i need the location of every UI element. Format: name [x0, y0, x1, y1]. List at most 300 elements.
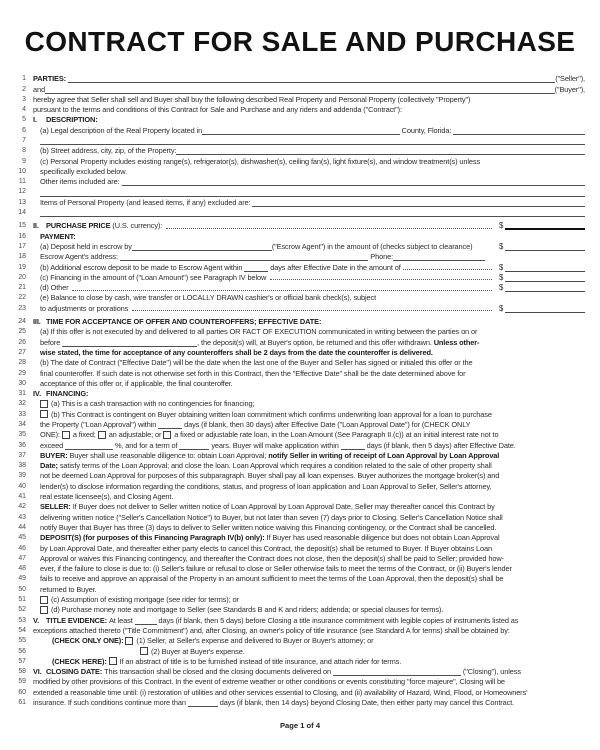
text-segment: (a) Deposit held in escrow by: [40, 241, 132, 251]
line-number: 1: [22, 75, 26, 83]
bold-text-segment: PARTIES:: [33, 74, 68, 84]
line-number: 50: [18, 585, 26, 593]
bold-text-segment: (CHECK ONLY ONE):: [52, 636, 126, 646]
bold-text-segment: PURCHASE PRICE: [46, 221, 113, 231]
checkbox[interactable]: [62, 431, 70, 439]
form-line-31: [0, 389, 600, 399]
line-number: 18: [18, 253, 26, 261]
line-number: 2: [22, 85, 26, 93]
form-line-17: [0, 242, 600, 252]
text-segment: extended a reasonable time until: (i) restoration of utilities and other services essential to Closing, and (ii) availability of Hazard, Wind, Flood, or Homeowners': [33, 687, 528, 697]
amount-blank[interactable]: [505, 264, 585, 272]
text-segment: ("Seller"),: [555, 74, 585, 84]
line-content: [26, 304, 585, 314]
line-number: 7: [22, 136, 26, 144]
line-number: 14: [18, 209, 26, 217]
line-content: [26, 585, 585, 595]
section-numeral: I.: [33, 115, 37, 125]
text-segment: (a) This is a cash transaction with no contingencies for financing;: [51, 399, 255, 409]
form-line-25: [0, 327, 600, 337]
line-content: [26, 293, 585, 303]
line-number: 13: [18, 198, 26, 206]
text-segment: to adjustments or prorations: [40, 303, 131, 313]
checkbox[interactable]: [109, 657, 117, 665]
line-content: [26, 647, 585, 657]
text-segment: modified by other provisions of this Contract. In the event of extreme weather or other conditions or events constituting "force majeure", Closing will be: [33, 677, 505, 687]
line-content: [26, 252, 585, 262]
line-number: 30: [18, 379, 26, 387]
form-line-33: [0, 410, 600, 420]
line-content: [26, 399, 585, 409]
form-line-12: [0, 187, 600, 197]
line-content: [26, 232, 585, 242]
line-content: [26, 262, 585, 272]
form-line-14: [0, 208, 600, 218]
form-line-43: [0, 512, 600, 522]
text-segment: lender(s) to disclose information regarding the conditions, status, and progress of loan application and Loan Approval to Seller, Seller's attorney,: [40, 481, 492, 491]
text-segment: (e) Balance to close by cash, wire transfer or LOCALLY DRAWN cashier's or official bank check(s), subject: [40, 293, 377, 303]
text-segment: (b) This Contract is contingent on Buyer obtaining written loan commitment which confirms underwriting loan approval for a loan to purchase: [51, 409, 492, 419]
line-content: [26, 533, 585, 543]
form-line-46: [0, 543, 600, 553]
line-content: [26, 451, 585, 461]
form-line-51: [0, 595, 600, 605]
blank-field[interactable]: [179, 442, 209, 450]
line-number: 52: [18, 606, 26, 614]
line-content: [26, 146, 585, 156]
dollar-sign: $: [499, 262, 504, 272]
text-segment: ever, if the failure to close is due to: (i) Seller's failure or refusal to close or Seller otherwise fails to meet the terms of the Contract, or (ii) Buyer's lender: [40, 564, 512, 574]
text-segment: (b) Street address, city, zip, of the Property:: [40, 146, 177, 156]
form-line-15: [0, 221, 600, 231]
line-number: 23: [18, 304, 26, 312]
form-line-24: [0, 317, 600, 327]
bold-text-segment: DEPOSIT(S) (for purposes of this Financing Paragraph IV(b) only):: [40, 533, 267, 543]
form-line-40: [0, 482, 600, 492]
text-segment: notify Buyer that Buyer has three (3) days to deliver to Seller written notice waiving this Financing contingency, or the Contract shall be cancelled.: [40, 522, 497, 532]
line-number: 47: [18, 554, 26, 562]
text-segment: Other items included are:: [40, 177, 122, 187]
section-numeral: IV.: [33, 389, 41, 399]
text-segment: exceed: [40, 440, 66, 450]
line-number: 39: [18, 472, 26, 480]
checkbox[interactable]: [140, 647, 148, 655]
section-numeral: VI.: [33, 667, 42, 677]
text-segment: ("Closing"), unless: [460, 667, 521, 677]
line-number: 55: [18, 637, 26, 645]
checkbox[interactable]: [40, 410, 48, 418]
bold-text-segment: CLOSING DATE:: [46, 667, 105, 677]
text-segment: real estate licensee(s), and Closing Agent.: [40, 492, 174, 502]
line-number: 54: [18, 626, 26, 634]
line-content: [26, 221, 585, 231]
blank-field[interactable]: [40, 137, 585, 145]
amount-field[interactable]: [499, 263, 585, 273]
text-segment: acceptance of this offer or, if applicable, the final counteroffer.: [40, 378, 233, 388]
blank-field[interactable]: [62, 339, 197, 347]
line-content: [26, 441, 585, 451]
text-segment: specifically excluded below.: [40, 166, 128, 176]
line-content: [26, 677, 585, 687]
contract-body: [0, 74, 600, 708]
blank-field[interactable]: [252, 199, 585, 207]
form-line-20: [0, 273, 600, 283]
form-line-58: [0, 667, 600, 677]
form-line-5: [0, 115, 600, 125]
dollar-sign: $: [499, 221, 504, 231]
dollar-sign: $: [499, 303, 504, 313]
text-segment: (b) The date of Contract ("Effective Date") will be the date when the last one of the Buyer and Seller has signed or initialed this offer or the: [40, 358, 473, 368]
line-content: [26, 523, 585, 533]
blank-field[interactable]: [158, 421, 182, 429]
section-numeral: V.: [33, 615, 40, 625]
text-segment: Approval or waives this Financing contingency, and thereafter the Contract does not close, then the deposit(s) shall be paid to Seller; provided how-: [40, 553, 504, 563]
line-content: [26, 410, 585, 420]
page-number: Page 1 of 4: [279, 721, 321, 731]
text-segment: years. Buyer will make application within: [209, 440, 341, 450]
line-number: 43: [18, 513, 26, 521]
bold-text-segment: Date;: [40, 461, 60, 471]
blank-field[interactable]: [176, 147, 585, 155]
blank-field[interactable]: [132, 243, 272, 251]
blank-field[interactable]: [341, 442, 365, 450]
line-number: 17: [18, 242, 26, 250]
amount-field[interactable]: [499, 221, 585, 231]
blank-field[interactable]: [120, 253, 368, 261]
line-content: [26, 126, 585, 136]
form-line-3: [0, 95, 600, 105]
form-line-36: [0, 440, 600, 450]
line-content: [26, 95, 585, 105]
text-segment: If an abstract of title is to be furnished instead of title insurance, and attach rider for terms.: [119, 656, 402, 666]
line-content: [26, 698, 585, 708]
blank-field[interactable]: [122, 178, 585, 186]
form-line-61: [0, 698, 600, 708]
blank-field[interactable]: [40, 209, 585, 217]
text-segment: insurance. If such conditions continue more than: [33, 698, 188, 708]
text-segment: days (if blank, then 30 days) after Effective Date ("Loan Approval Date") for (CHECK ONLY: [182, 420, 471, 429]
form-line-1: [0, 74, 600, 84]
form-line-32: [0, 399, 600, 409]
text-segment: before: [40, 337, 63, 347]
form-line-10: [0, 167, 600, 177]
line-number: 9: [22, 157, 26, 165]
blank-field[interactable]: [188, 699, 218, 707]
text-segment: by Loan Approval Date, and thereafter either party elects to cancel this Contract, the deposit(s) shall be returned to Buyer. If Buyer obtains Loan: [40, 543, 492, 553]
checkbox[interactable]: [40, 596, 48, 604]
text-segment: , the deposit(s) will, at Buyer's option, be returned and this offer withdrawn.: [197, 337, 434, 347]
amount-blank[interactable]: [505, 284, 585, 292]
bold-text-segment: TITLE EVIDENCE:: [46, 615, 109, 625]
line-content: [26, 461, 585, 471]
line-number: 31: [18, 390, 26, 398]
blank-field[interactable]: [135, 617, 157, 625]
amount-field[interactable]: [499, 242, 585, 252]
line-number: 53: [18, 616, 26, 624]
form-line-22: [0, 293, 600, 303]
line-content: [26, 167, 585, 177]
text-segment: fails to receive and approve an appraisal of the Property in an amount sufficient to meet the terms of the Loan Approval, then the deposit(s) shall be: [40, 574, 504, 584]
line-number: 48: [18, 565, 26, 573]
line-content: [26, 327, 585, 337]
line-content: [26, 358, 585, 368]
line-content: [26, 74, 585, 84]
text-segment: (c) Financing in the amount of ("Loan Amount") see Paragraph IV below: [40, 272, 269, 282]
form-line-18: [0, 252, 600, 262]
amount-field[interactable]: [499, 304, 585, 314]
section-numeral: III.: [33, 317, 41, 327]
form-line-6: [0, 125, 600, 135]
amount-blank[interactable]: [505, 274, 585, 282]
bold-text-segment: DESCRIPTION:: [46, 115, 98, 125]
line-content: [26, 137, 585, 146]
bold-text-segment: notify Seller in writing of receipt of Loan Approval by Loan Approval: [268, 450, 500, 460]
line-content: [26, 338, 585, 348]
text-segment: At least: [108, 615, 135, 625]
checkbox[interactable]: [163, 431, 171, 439]
dot-leader: [403, 262, 492, 270]
line-number: 44: [18, 523, 26, 531]
form-line-26: [0, 337, 600, 347]
text-segment: (2) Buyer at Buyer's expense.: [151, 646, 245, 656]
text-segment: County, Florida:: [399, 125, 454, 135]
form-line-56: [0, 646, 600, 656]
blank-field[interactable]: [40, 189, 585, 197]
line-number: 28: [18, 359, 26, 367]
line-content: [26, 616, 585, 626]
line-content: [26, 688, 585, 698]
form-line-34: [0, 420, 600, 430]
line-number: 22: [18, 294, 26, 302]
line-content: [26, 379, 585, 389]
line-number: 59: [18, 678, 26, 686]
line-content: [26, 471, 585, 481]
text-segment: returned to Buyer.: [40, 584, 97, 594]
line-number: 46: [18, 544, 26, 552]
amount-field[interactable]: [499, 273, 585, 283]
form-line-23: [0, 304, 600, 314]
form-line-11: [0, 177, 600, 187]
line-number: 27: [18, 348, 26, 356]
checkbox[interactable]: [125, 637, 133, 645]
text-segment: (d) Other: [40, 283, 71, 293]
text-segment: and: [33, 84, 45, 94]
form-line-7: [0, 136, 600, 146]
form-line-2: [0, 84, 600, 94]
line-content: [26, 348, 585, 358]
line-number: 57: [18, 657, 26, 665]
amount-blank[interactable]: [505, 221, 585, 230]
line-content: [26, 317, 585, 327]
form-line-44: [0, 523, 600, 533]
line-number: 20: [18, 273, 26, 281]
line-number: 51: [18, 596, 26, 604]
line-content: [26, 389, 585, 399]
line-content: [26, 273, 585, 283]
line-number: 12: [18, 188, 26, 196]
form-line-30: [0, 379, 600, 389]
text-segment: the Property ("Loan Approval") within: [40, 420, 159, 429]
bold-text-segment: FINANCING:: [46, 389, 89, 399]
line-content: [26, 177, 585, 187]
text-segment: an adjustable; or: [108, 430, 164, 440]
line-content: [26, 430, 585, 440]
text-segment: days (if blank, then 5 days) after Effective Date.: [364, 440, 516, 450]
line-content: [26, 369, 585, 379]
line-content: [26, 667, 585, 677]
text-segment: Phone:: [368, 252, 393, 262]
form-line-49: [0, 574, 600, 584]
form-line-19: [0, 262, 600, 272]
text-segment: (U.S. currency):: [112, 221, 165, 231]
line-content: [26, 492, 585, 502]
form-line-50: [0, 585, 600, 595]
line-content: [26, 574, 585, 584]
form-line-54: [0, 626, 600, 636]
text-segment: (c) Personal Property includes existing range(s), refrigerator(s), dishwasher(s), ceiling fan(s), light fixture(s), and window treatment(s) unless: [40, 156, 481, 166]
line-number: 4: [22, 106, 26, 114]
line-number: 16: [18, 232, 26, 240]
form-line-28: [0, 358, 600, 368]
text-segment: (c) Assumption of existing mortgage (see rider for terms); or: [51, 595, 239, 605]
form-line-38: [0, 461, 600, 471]
document-title: CONTRACT FOR SALE AND PURCHASE: [24, 26, 576, 57]
dot-leader: [270, 273, 492, 281]
form-line-4: [0, 105, 600, 115]
text-segment: satisfy terms of the Loan Approval; and close the loan. Loan Approval which requires a condition related to the sale of other property shall: [59, 461, 492, 471]
line-number: 37: [18, 451, 26, 459]
line-number: 5: [22, 116, 26, 124]
text-segment: not be deemed Loan Approval for purposes of this subparagraph. Buyer shall pay all loan expenses. Buyer authorizes the mortgage broker(s) and: [40, 471, 500, 481]
blank-field[interactable]: [333, 668, 461, 676]
line-number: 40: [18, 482, 26, 490]
line-number: 41: [18, 493, 26, 501]
text-segment: final counteroffer. If such date is not otherwise set forth in this Contract, then the "Effective Date" shall be the date determined above for: [40, 368, 466, 378]
form-line-16: [0, 231, 600, 241]
line-number: 32: [18, 400, 26, 408]
amount-blank[interactable]: [505, 243, 585, 251]
form-line-39: [0, 471, 600, 481]
form-line-37: [0, 451, 600, 461]
bold-text-segment: BUYER:: [40, 450, 70, 460]
line-content: [26, 209, 585, 218]
bold-text-segment: (CHECK HERE):: [52, 656, 109, 666]
form-line-45: [0, 533, 600, 543]
bold-text-segment: SELLER:: [40, 502, 73, 512]
amount-field[interactable]: [499, 283, 585, 293]
dollar-sign: $: [499, 283, 504, 293]
line-number: 49: [18, 575, 26, 583]
text-segment: days after Effective Date in the amount of: [268, 262, 401, 272]
line-number: 24: [18, 318, 26, 326]
form-line-55: [0, 636, 600, 646]
line-number: 35: [18, 431, 26, 439]
form-line-13: [0, 198, 600, 208]
text-segment: days (if blank, then 5 days) before Closing a title insurance commitment with legible copies of instruments listed as: [156, 615, 519, 625]
blank-field[interactable]: [45, 86, 555, 94]
line-number: 61: [18, 699, 26, 707]
line-content: [26, 242, 585, 252]
text-segment: Items of Personal Property (and leased items, if any) excluded are:: [40, 197, 253, 207]
text-segment: %, and for a term of: [113, 440, 180, 450]
line-number: 8: [22, 147, 26, 155]
text-segment: a fixed;: [72, 430, 98, 440]
text-segment: (a) Legal description of the Real Property located in: [40, 125, 203, 135]
text-segment: (d) Purchase money note and mortgage to Seller (see Standards B and K and riders; addenda; or special clauses for terms).: [51, 605, 444, 615]
form-line-57: [0, 657, 600, 667]
line-number: 29: [18, 369, 26, 377]
form-line-21: [0, 283, 600, 293]
blank-field[interactable]: [453, 127, 585, 135]
line-number: 56: [18, 647, 26, 655]
line-number: 21: [18, 284, 26, 292]
line-number: 3: [22, 95, 26, 103]
line-number: 42: [18, 503, 26, 511]
dot-leader: [72, 283, 492, 291]
text-segment: This transaction shall be closed and the closing documents delivered on: [104, 667, 333, 677]
blank-field[interactable]: [202, 127, 400, 135]
text-segment: ONE):: [40, 430, 62, 440]
line-number: 38: [18, 462, 26, 470]
form-line-47: [0, 554, 600, 564]
line-content: [26, 420, 585, 430]
line-content: [26, 595, 585, 605]
line-number: 58: [18, 668, 26, 676]
checkbox[interactable]: [98, 431, 106, 439]
blank-field[interactable]: [244, 264, 268, 272]
form-line-9: [0, 156, 600, 166]
line-content: [26, 626, 585, 636]
line-number: 10: [18, 167, 26, 175]
line-content: [26, 85, 585, 95]
blank-field[interactable]: [65, 442, 113, 450]
line-number: 26: [18, 338, 26, 346]
amount-blank[interactable]: [505, 305, 585, 313]
form-line-35: [0, 430, 600, 440]
line-number: 6: [22, 126, 26, 134]
line-content: [26, 513, 585, 523]
line-content: [26, 198, 585, 208]
blank-field[interactable]: [393, 253, 485, 261]
section-numeral: II.: [33, 221, 39, 231]
text-segment: delivering written notice ("Seller's Cancellation Notice") to Buyer, but not later than seven (7) days prior to Closing. Seller's Cancellation Notice shall: [40, 512, 503, 522]
line-content: [26, 283, 585, 293]
line-number: 45: [18, 534, 26, 542]
text-segment: (1) Seller, at Seller's expense and delivered to Buyer or Buyer's attorney; or: [136, 636, 374, 646]
form-line-60: [0, 688, 600, 698]
text-segment: If Buyer has used reasonable diligence but does not obtain Loan Approval: [266, 533, 500, 543]
blank-field[interactable]: [68, 75, 555, 83]
text-segment: days (if blank, then 14 days) beyond Closing Date, then either party may cancel this Contract.: [217, 698, 515, 708]
line-content: [26, 657, 585, 667]
text-segment: Buyer shall use reasonable diligence to: obtain Loan Approval;: [69, 450, 269, 460]
checkbox[interactable]: [40, 400, 48, 408]
line-number: 36: [18, 441, 26, 449]
line-number: 34: [18, 421, 26, 428]
form-line-41: [0, 492, 600, 502]
form-line-8: [0, 146, 600, 156]
dot-leader: [132, 304, 492, 312]
text-segment: exceptions attached thereto ("Title Commitment") and, after Closing, an owner's policy of title insurance (see Standard A for terms) shall be obtained by:: [33, 625, 510, 635]
line-content: [26, 157, 585, 167]
form-line-29: [0, 368, 600, 378]
form-line-42: [0, 502, 600, 512]
checkbox[interactable]: [40, 606, 48, 614]
line-number: 60: [18, 688, 26, 696]
bold-text-segment: wise stated, the time for acceptance of any counteroffers shall be 2 days from the date the counteroffer is delivered.: [40, 347, 433, 357]
text-segment: Escrow Agent's address:: [40, 252, 120, 262]
line-number: 19: [18, 263, 26, 271]
